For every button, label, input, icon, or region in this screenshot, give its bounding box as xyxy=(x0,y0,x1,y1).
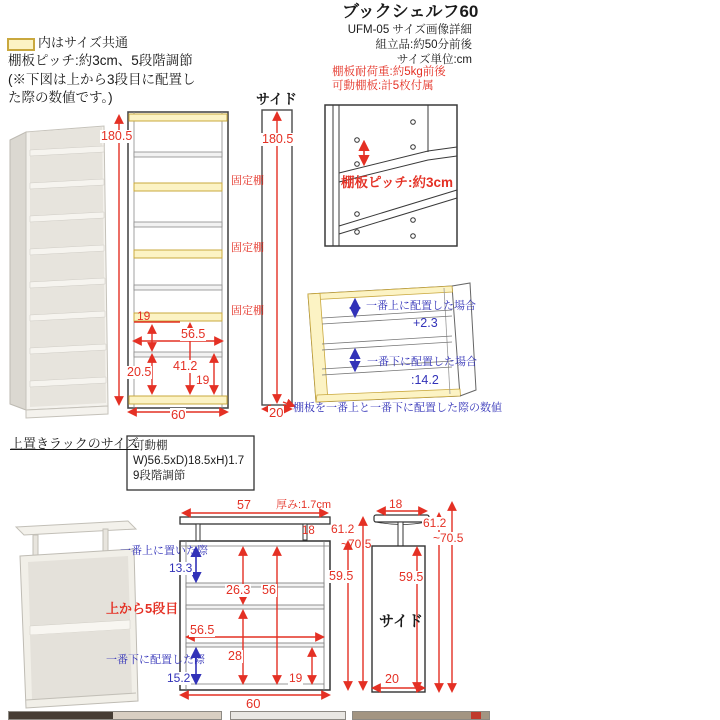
rack-label-bottommost: 一番下に配置した際 xyxy=(106,654,205,666)
spec-line-3: 9段階調節 xyxy=(133,470,186,482)
thumbnail-3-red-mark xyxy=(471,712,481,719)
fixed-shelf-label-1: 固定棚 xyxy=(231,175,264,187)
main-dim-19-top: 19 xyxy=(137,309,151,323)
main-height-dim: 180.5 xyxy=(101,129,133,143)
placement-top-case-label: 一番上に配置した場合 xyxy=(366,300,476,312)
page-title: ブックシェルフ60 xyxy=(342,2,479,21)
rack-height-70-5: ~70.5 xyxy=(341,537,372,551)
thumbnail-1-image xyxy=(9,712,113,719)
main-dim-41-2: 41.2 xyxy=(173,359,198,373)
header-block xyxy=(342,2,479,66)
rack-dim-26-3: 26.3 xyxy=(226,583,251,597)
shelf-load-note: 棚板耐荷重:約5kg前後 xyxy=(332,66,446,78)
rack-side-wireframe xyxy=(372,515,429,692)
side-height-dim: 180.5 xyxy=(262,132,294,146)
rack-dim-19: 19 xyxy=(289,671,303,685)
spec-line-2: W)56.5xD)18.5xH)1.7 xyxy=(133,455,245,467)
position-note-line1: (※下図は上から3段目に配置し xyxy=(8,72,196,87)
rack-side-dim-18: 18 xyxy=(389,497,403,511)
placement-caption: 棚板を一番上と一番下に配置した際の数値 xyxy=(293,402,502,414)
rack-thickness: 厚み:1.7cm xyxy=(276,499,332,511)
side-view-wireframe xyxy=(262,110,292,409)
fixed-shelf-label-2: 固定棚 xyxy=(231,242,264,254)
fixed-shelf-label-3: 固定棚 xyxy=(231,305,264,317)
rack-side-dim-20: 20 xyxy=(385,672,399,686)
rack-width-57: 57 xyxy=(237,498,251,512)
assembly-note: 組立品:約50分前後 xyxy=(375,38,472,51)
side-view-label: サイド xyxy=(256,91,298,107)
thumbnail-3[interactable] xyxy=(352,711,490,720)
placement-bottom-value: :14.2 xyxy=(411,373,439,387)
page-subtitle: UFM-05 サイズ画像詳細 xyxy=(347,23,472,36)
thumbnail-1[interactable] xyxy=(8,711,222,720)
rack-dim-28: 28 xyxy=(228,649,242,663)
main-dim-56-5: 56.5 xyxy=(181,327,206,341)
spec-line-1: 可動棚 xyxy=(133,440,168,452)
rack-label-topmost: 一番上に置いた際 xyxy=(120,545,208,557)
rack-side-view-label: サイド xyxy=(379,613,423,630)
rack-dim-15-2: 15.2 xyxy=(167,671,191,685)
size-unit-note: サイズ単位:cm xyxy=(396,53,472,66)
side-depth-dim: 20 xyxy=(269,405,284,420)
shelf-pitch-detail-label: 棚板ピッチ:約3cm xyxy=(341,175,453,190)
position-note-line2: た際の数値です。) xyxy=(8,90,113,105)
rack-side-61-2: 61.2 xyxy=(423,516,447,530)
legend-yellow-swatch xyxy=(8,39,34,50)
placement-top-value: +2.3 xyxy=(413,316,438,330)
legend-common-size-note: 内はサイズ共通 xyxy=(38,35,128,50)
rack-label-fifth: 上から5段目 xyxy=(106,601,179,616)
rack-height-59-5: 59.5 xyxy=(329,569,354,583)
shelf-pitch-note: 棚板ピッチ:約3cm、5段階調節 xyxy=(8,53,193,68)
rack-dim-13-3: 13.3 xyxy=(169,561,193,575)
rack-side-59-5: 59.5 xyxy=(399,570,424,584)
main-dim-20-5: 20.5 xyxy=(127,365,152,379)
main-width-dim: 60 xyxy=(171,407,186,422)
rack-dim-56-5: 56.5 xyxy=(190,623,215,637)
rack-dim-56: 56 xyxy=(262,583,276,597)
top-rack-section-title: 上置きラックのサイズ xyxy=(10,436,139,451)
rack-height-61-2: 61.2 xyxy=(331,522,355,536)
rack-side-70-5: ~70.5 xyxy=(433,531,464,545)
main-dim-19-bottom: 19 xyxy=(196,373,210,387)
thumbnail-2[interactable] xyxy=(230,711,346,720)
movable-shelf-count-note: 可動棚板:計5枚付属 xyxy=(332,80,434,92)
placement-bottom-case-label: 一番下に配置した場合 xyxy=(367,356,477,368)
rack-dim-18: 18 xyxy=(302,525,315,537)
bookshelf-photo xyxy=(10,126,108,418)
rack-width-60: 60 xyxy=(246,696,261,711)
